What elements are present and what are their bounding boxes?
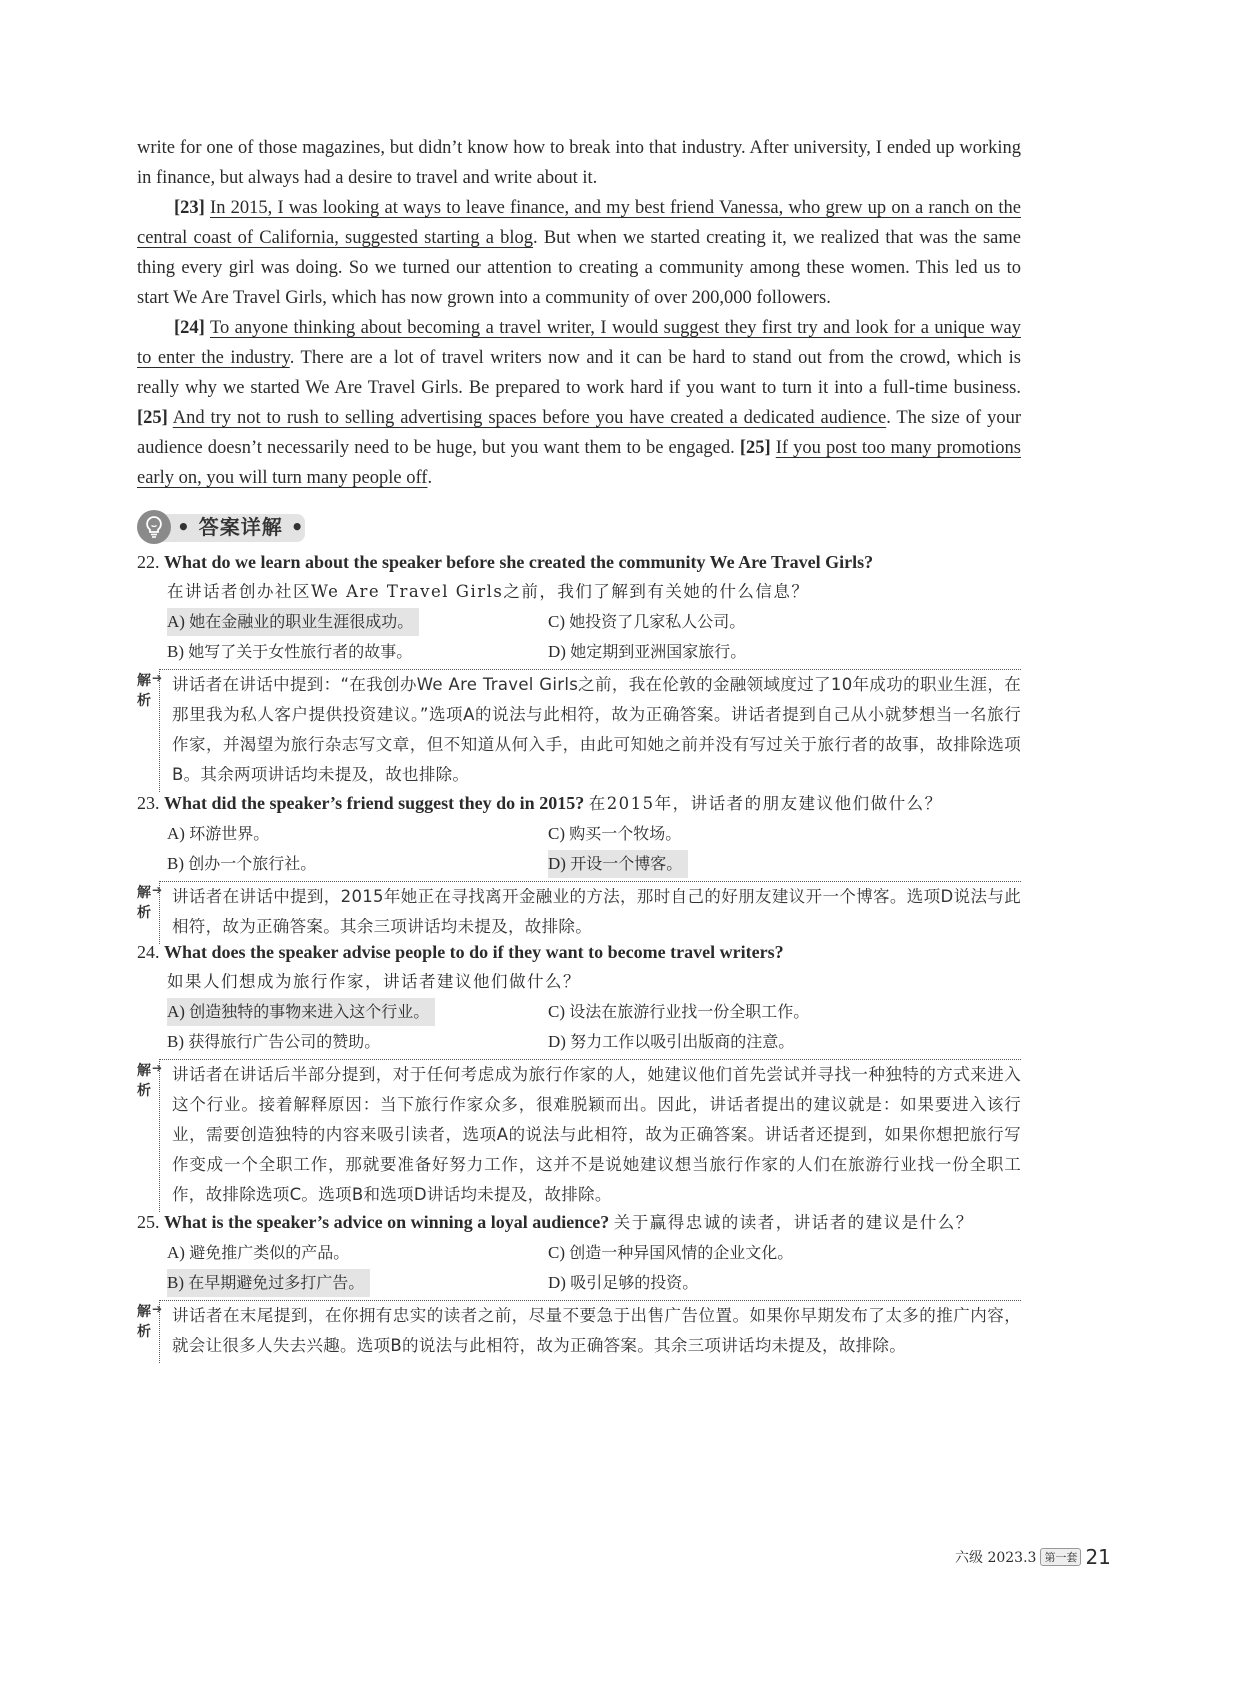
- question-22: [137, 547, 1021, 792]
- passage-text: . There are a lot of travel writers now and it can be hard to stand out from the crowd, which is really why we started We Are Travel Girls. Be prepared to work hard if you want to turn it into a full-time business.: [137, 348, 1021, 398]
- question-translation: 在2015年，讲话者的朋友建议他们做什么？: [588, 794, 943, 813]
- passage: [137, 133, 1021, 493]
- passage-text: . The size of your audience doesn’t necessarily need to be huge, but you want them to be engaged.: [137, 408, 1022, 458]
- arrow-icon: ➔: [152, 671, 163, 685]
- arrow-icon: ➔: [152, 1302, 163, 1316]
- analysis-block: [137, 1059, 1021, 1212]
- option-c: C) 购买一个牧场。: [548, 824, 682, 843]
- question-text: What did the speaker’s friend suggest they do in 2015?: [164, 793, 585, 813]
- underlined-answer-23: In 2015, I was looking at ways to leave finance, and my best friend Vanessa, who grew up on a ranch on the central coast of California, suggested starting a blog: [137, 198, 1022, 248]
- option-b: B) 在早期避免过多打广告。: [167, 1269, 370, 1297]
- question-translation: 关于赢得忠诚的读者，讲话者的建议是什么？: [613, 1213, 974, 1232]
- analysis-label: 解析: [137, 885, 151, 921]
- marker-23: [23]: [174, 198, 205, 218]
- option-b: B) 她写了关于女性旅行者的故事。: [167, 642, 413, 661]
- option-d: D) 她定期到亚洲国家旅行。: [548, 642, 747, 661]
- option-a: A) 避免推广类似的产品。: [167, 1243, 350, 1262]
- passage-paragraph-24: [137, 313, 1021, 493]
- passage-text: .: [427, 468, 433, 488]
- question-translation: 如果人们想成为旅行作家，讲话者建议他们做什么？: [167, 972, 581, 991]
- question-24: [137, 937, 1021, 1212]
- option-d: D) 吸引足够的投资。: [548, 1273, 699, 1292]
- analysis-block: [137, 669, 1021, 792]
- question-translation: 在讲话者创办社区We Are Travel Girls之前，我们了解到有关她的什么信息？: [167, 582, 810, 601]
- options: [137, 819, 1021, 879]
- section-title: • 答案详解 •: [177, 515, 305, 539]
- analysis-label: 解析: [137, 1063, 151, 1099]
- question-25: [137, 1207, 1021, 1363]
- question-number: 23.: [137, 793, 160, 813]
- arrow-icon: ➔: [152, 883, 163, 897]
- marker-24: [24]: [174, 318, 205, 338]
- option-a: A) 她在金融业的职业生涯很成功。: [167, 608, 419, 636]
- question-number: 22.: [137, 552, 160, 572]
- question-text: What does the speaker advise people to do if they want to become travel writers?: [164, 942, 784, 962]
- page-number: 21: [1085, 1545, 1111, 1569]
- option-d: D) 开设一个博客。: [548, 850, 688, 878]
- passage-paragraph-23: [137, 193, 1021, 313]
- question-number: 25.: [137, 1212, 160, 1232]
- underlined-answer-25b: If you post too many promotions early on, you will turn many people off: [137, 438, 1022, 488]
- option-d: D) 努力工作以吸引出版商的注意。: [548, 1032, 795, 1051]
- underlined-answer-25a: And try not to rush to selling advertising spaces before you have created a dedicated audience: [172, 408, 887, 428]
- page-footer: [955, 1545, 1111, 1569]
- options: [137, 607, 1021, 667]
- passage-text: . But when we started creating it, we realized that was the same thing every girl was doing. So we turned our attention to creating a community among these women. This led us to start We Are Travel Girls, which has now grown into a community of over 200,000 followers.: [137, 228, 1021, 308]
- option-c: C) 设法在旅游行业找一份全职工作。: [548, 1002, 810, 1021]
- option-a: A) 创造独特的事物来进入这个行业。: [167, 998, 435, 1026]
- question-number: 24.: [137, 942, 160, 962]
- passage-paragraph-1: write for one of those magazines, but didn’t know how to break into that industry. After university, I ended up working in finance, but always had a desire to travel and write about it.: [137, 138, 1021, 188]
- analysis-block: [137, 1300, 1021, 1363]
- marker-25b: [25]: [739, 438, 771, 458]
- option-b: B) 创办一个旅行社。: [167, 854, 317, 873]
- marker-25: [25]: [137, 408, 168, 428]
- analysis-text: 讲话者在末尾提到，在你拥有忠实的读者之前，尽量不要急于出售广告位置。如果你早期发布了太多的推广内容，就会让很多人失去兴趣。选项B的说法与此相符，故为正确答案。其余三项讲话均未提及，故排除。: [159, 1300, 1021, 1363]
- question-text: What do we learn about the speaker before she created the community We Are Travel Girls?: [164, 552, 874, 572]
- analysis-label: 解析: [137, 1304, 151, 1340]
- analysis-text: 讲话者在讲话后半部分提到，对于任何考虑成为旅行作家的人，她建议他们首先尝试并寻找一种独特的方式来进入这个行业。接着解释原因：当下旅行作家众多，很难脱颖而出。因此，讲话者提出的建议就是：如果要进入该行业，需要创造独特的内容来吸引读者，选项A的说法与此相符，故为正确答案。讲话者还提到，如果你想把旅行写作变成一个全职工作，那就要准备好努力工作，这并不是说她建议想当旅行作家的人们在旅游行业找一份全职工作，故排除选项C。选项B和选项D讲话均未提及，故排除。: [159, 1059, 1021, 1212]
- analysis-label: 解析: [137, 673, 151, 709]
- options: [137, 997, 1021, 1057]
- arrow-icon: ➔: [152, 1061, 163, 1075]
- option-a: A) 环游世界。: [167, 824, 270, 843]
- question-text: What is the speaker’s advice on winning a loyal audience?: [164, 1212, 610, 1232]
- analysis-text: 讲话者在讲话中提到，2015年她正在寻找离开金融业的方法，那时自己的好朋友建议开一个博客。选项D说法与此相符，故为正确答案。其余三项讲话均未提及，故排除。: [159, 881, 1021, 944]
- underlined-answer-24: To anyone thinking about becoming a travel writer, I would suggest they first try and look for a unique way to enter the industry: [137, 318, 1021, 368]
- option-c: C) 创造一种异国风情的企业文化。: [548, 1243, 794, 1262]
- set-tag: 第一套: [1040, 1548, 1081, 1566]
- lightbulb-icon: [137, 510, 171, 544]
- question-23: [137, 788, 1021, 944]
- option-b: B) 获得旅行广告公司的赞助。: [167, 1032, 381, 1051]
- exam-level: 六级 2023.3: [955, 1550, 1037, 1566]
- answer-explanation-header: [137, 510, 305, 544]
- analysis-block: [137, 881, 1021, 944]
- analysis-text: 讲话者在讲话中提到：“在我创办We Are Travel Girls之前，我在伦敦的金融领域度过了10年成功的职业生涯，在那里我为私人客户提供投资建议。”选项A的说法与此相符，故为正确答案。讲话者提到自己从小就梦想当一名旅行作家，并渴望为旅行杂志写文章，但不知道从何入手，由此可知她之前并没有写过关于旅行者的故事，故排除选项B。其余两项讲话均未提及，故也排除。: [159, 669, 1021, 792]
- options: [137, 1238, 1021, 1298]
- option-c: C) 她投资了几家私人公司。: [548, 612, 746, 631]
